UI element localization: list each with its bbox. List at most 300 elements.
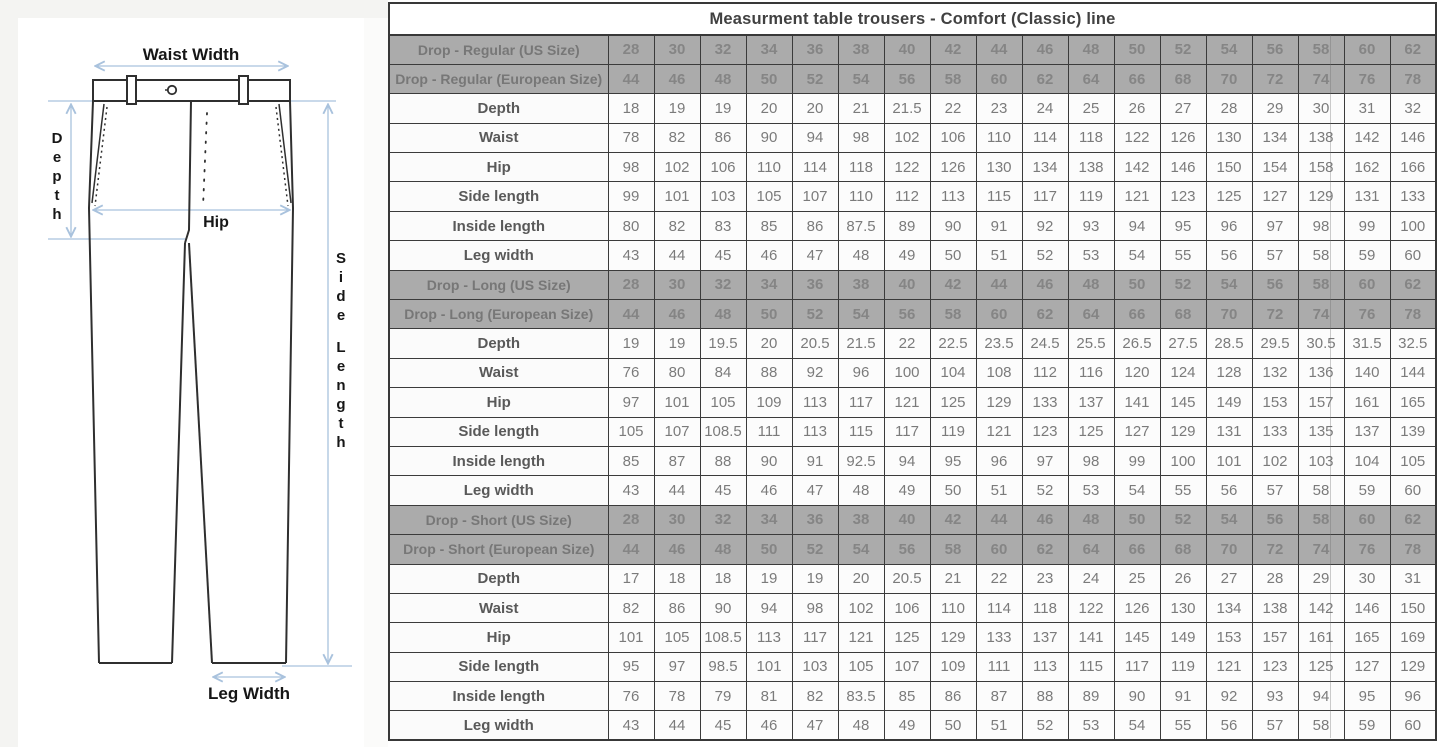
measure-cell: 18 [700,564,746,593]
measure-cell: 140 [1344,358,1390,387]
measure-row-label: Depth [389,564,608,593]
size-cell: 56 [1252,35,1298,64]
measure-cell: 45 [700,711,746,740]
size-cell: 64 [1068,300,1114,329]
measure-cell: 18 [608,94,654,123]
measure-cell: 149 [1160,623,1206,652]
size-cell: 54 [1206,35,1252,64]
measure-cell: 82 [608,593,654,622]
measure-cell: 158 [1298,153,1344,182]
measure-cell: 119 [930,417,976,446]
belt-loop-left-icon [127,76,136,104]
measure-cell: 121 [1114,182,1160,211]
size-cell: 36 [792,35,838,64]
measure-cell: 59 [1344,241,1390,270]
size-cell: 28 [608,505,654,534]
measure-cell: 80 [654,358,700,387]
measure-cell: 153 [1252,388,1298,417]
size-cell: 46 [654,64,700,93]
measure-cell: 117 [1022,182,1068,211]
measure-cell: 127 [1344,652,1390,681]
measure-cell: 123 [1252,652,1298,681]
measure-cell: 60 [1390,476,1436,505]
size-cell: 52 [1160,505,1206,534]
size-cell: 62 [1390,505,1436,534]
measure-cell: 97 [1022,446,1068,475]
table-title-row [389,3,1436,35]
size-cell: 60 [1344,505,1390,534]
measure-cell: 105 [746,182,792,211]
measure-cell: 125 [1206,182,1252,211]
measure-cell: 90 [746,446,792,475]
size-cell: 38 [838,505,884,534]
measure-cell: 88 [1022,682,1068,711]
measure-row-label: Side length [389,182,608,211]
measure-cell: 97 [608,388,654,417]
measure-cell: 97 [1252,211,1298,240]
measure-cell: 76 [608,682,654,711]
measure-cell: 103 [792,652,838,681]
size-cell: 54 [1206,270,1252,299]
measure-cell: 23.5 [976,329,1022,358]
measure-cell: 96 [976,446,1022,475]
size-cell: 52 [1160,270,1206,299]
measure-cell: 81 [746,682,792,711]
measure-cell: 107 [654,417,700,446]
measure-cell: 20.5 [792,329,838,358]
measure-cell: 93 [1252,682,1298,711]
measure-cell: 58 [1298,241,1344,270]
size-cell: 66 [1114,535,1160,564]
size-cell: 42 [930,270,976,299]
measure-cell: 90 [1114,682,1160,711]
measure-cell: 102 [1252,446,1298,475]
measure-cell: 20 [746,329,792,358]
size-cell: 30 [654,270,700,299]
measure-cell: 137 [1068,388,1114,417]
size-cell: 62 [1390,270,1436,299]
table-row [389,94,1436,123]
measure-row-label: Waist [389,358,608,387]
measure-cell: 113 [792,417,838,446]
size-cell: 52 [792,535,838,564]
measure-cell: 48 [838,476,884,505]
measure-cell: 85 [608,446,654,475]
measure-cell: 101 [654,388,700,417]
size-cell: 44 [976,270,1022,299]
measure-cell: 99 [608,182,654,211]
table-row [389,476,1436,505]
measure-cell: 104 [1344,446,1390,475]
measure-cell: 86 [792,211,838,240]
measure-cell: 145 [1160,388,1206,417]
measure-cell: 82 [654,211,700,240]
measure-row-label: Hip [389,153,608,182]
table-row [389,711,1436,740]
measure-row-label: Waist [389,123,608,152]
measure-cell: 102 [838,593,884,622]
size-cell: 76 [1344,64,1390,93]
size-cell: 58 [1298,270,1344,299]
measure-cell: 106 [930,123,976,152]
side-length-label: S i d e L e n g t h [335,250,347,451]
measure-cell: 58 [1298,711,1344,740]
measure-cell: 50 [930,711,976,740]
measure-cell: 52 [1022,711,1068,740]
measure-cell: 53 [1068,476,1114,505]
measure-cell: 122 [1114,123,1160,152]
measure-cell: 51 [976,476,1022,505]
measure-cell: 26.5 [1114,329,1160,358]
size-cell: 54 [838,64,884,93]
measure-cell: 31 [1344,94,1390,123]
measure-cell: 51 [976,711,1022,740]
measure-cell: 125 [1298,652,1344,681]
size-cell: 58 [1298,35,1344,64]
table-row [389,417,1436,446]
measure-cell: 43 [608,476,654,505]
measure-cell: 137 [1022,623,1068,652]
measure-cell: 44 [654,711,700,740]
table-row [389,123,1436,152]
measure-cell: 102 [654,153,700,182]
measure-cell: 126 [1160,123,1206,152]
size-cell: 60 [1344,270,1390,299]
measure-cell: 101 [608,623,654,652]
measure-cell: 128 [1206,358,1252,387]
measure-cell: 138 [1298,123,1344,152]
size-cell: 32 [700,270,746,299]
measure-cell: 134 [1252,123,1298,152]
size-cell: 62 [1022,535,1068,564]
size-cell: 58 [930,64,976,93]
measure-cell: 57 [1252,476,1298,505]
measure-cell: 119 [1068,182,1114,211]
trousers-diagram [0,0,388,747]
measure-cell: 46 [746,241,792,270]
measure-cell: 120 [1114,358,1160,387]
measure-cell: 131 [1344,182,1390,211]
measure-cell: 146 [1390,123,1436,152]
table-row [389,64,1436,93]
size-cell: 48 [1068,270,1114,299]
measure-cell: 121 [884,388,930,417]
measure-cell: 32 [1390,94,1436,123]
size-cell: 62 [1022,300,1068,329]
size-cell: 48 [1068,35,1114,64]
measure-cell: 150 [1390,593,1436,622]
size-cell: 60 [976,535,1022,564]
measure-cell: 21 [930,564,976,593]
size-cell: 36 [792,505,838,534]
size-cell: 54 [1206,505,1252,534]
measure-cell: 98 [1068,446,1114,475]
size-cell: 48 [700,300,746,329]
size-cell: 58 [930,535,976,564]
measure-cell: 80 [608,211,654,240]
measure-cell: 85 [746,211,792,240]
measure-cell: 54 [1114,241,1160,270]
measure-cell: 52 [1022,241,1068,270]
size-cell: 32 [700,35,746,64]
measure-cell: 145 [1114,623,1160,652]
size-cell: 70 [1206,535,1252,564]
measure-cell: 139 [1390,417,1436,446]
measure-cell: 103 [700,182,746,211]
pocket-right-icon [276,104,291,206]
measure-cell: 129 [930,623,976,652]
table-row [389,182,1436,211]
measure-cell: 110 [976,123,1022,152]
measure-cell: 154 [1252,153,1298,182]
measure-cell: 84 [700,358,746,387]
size-cell: 40 [884,270,930,299]
measure-cell: 133 [976,623,1022,652]
size-cell: 68 [1160,535,1206,564]
measure-cell: 57 [1252,711,1298,740]
measure-cell: 96 [1390,682,1436,711]
measure-cell: 25 [1114,564,1160,593]
size-cell: 76 [1344,300,1390,329]
measure-cell: 165 [1344,623,1390,652]
table-row [389,329,1436,358]
size-cell: 40 [884,505,930,534]
measure-cell: 130 [1206,123,1252,152]
size-cell: 50 [1114,505,1160,534]
measure-cell: 123 [1022,417,1068,446]
measure-cell: 93 [1068,211,1114,240]
measure-cell: 113 [746,623,792,652]
size-cell: 46 [1022,35,1068,64]
size-cell: 64 [1068,64,1114,93]
size-cell: 46 [1022,270,1068,299]
measure-cell: 19 [792,564,838,593]
measure-cell: 108.5 [700,417,746,446]
measure-cell: 19 [654,329,700,358]
measure-cell: 166 [1390,153,1436,182]
measure-cell: 129 [976,388,1022,417]
size-cell: 30 [654,505,700,534]
measure-cell: 78 [654,682,700,711]
size-cell: 56 [884,64,930,93]
measure-cell: 95 [1160,211,1206,240]
measure-cell: 28.5 [1206,329,1252,358]
measure-cell: 27.5 [1160,329,1206,358]
measure-cell: 86 [700,123,746,152]
size-cell: 50 [746,535,792,564]
measure-cell: 29.5 [1252,329,1298,358]
measure-cell: 115 [838,417,884,446]
measure-cell: 90 [930,211,976,240]
size-cell: 56 [884,300,930,329]
measure-cell: 32.5 [1390,329,1436,358]
size-row-label: Drop - Regular (US Size) [389,35,608,64]
size-cell: 44 [608,535,654,564]
size-cell: 72 [1252,535,1298,564]
table-row [389,358,1436,387]
measure-cell: 149 [1206,388,1252,417]
measure-cell: 83.5 [838,682,884,711]
measure-cell: 102 [884,123,930,152]
size-cell: 54 [838,300,884,329]
measure-cell: 142 [1114,153,1160,182]
measure-cell: 106 [884,593,930,622]
measure-cell: 58 [1298,476,1344,505]
size-cell: 44 [608,64,654,93]
measure-cell: 165 [1390,388,1436,417]
measure-cell: 94 [884,446,930,475]
table-row [389,623,1436,652]
size-cell: 60 [1344,35,1390,64]
size-cell: 44 [976,505,1022,534]
size-cell: 48 [1068,505,1114,534]
measure-cell: 98.5 [700,652,746,681]
measure-cell: 153 [1206,623,1252,652]
size-cell: 68 [1160,64,1206,93]
measure-cell: 47 [792,476,838,505]
measure-cell: 100 [1160,446,1206,475]
measure-cell: 49 [884,241,930,270]
measure-row-label: Depth [389,329,608,358]
measure-cell: 94 [1298,682,1344,711]
measure-cell: 91 [1160,682,1206,711]
measure-cell: 24 [1068,564,1114,593]
measure-cell: 108.5 [700,623,746,652]
measure-cell: 121 [838,623,884,652]
table-row [389,35,1436,64]
size-cell: 58 [930,300,976,329]
measure-cell: 82 [654,123,700,152]
measure-cell: 83 [700,211,746,240]
table-row [389,153,1436,182]
measure-cell: 107 [884,652,930,681]
measure-cell: 122 [884,153,930,182]
measure-cell: 115 [976,182,1022,211]
measure-cell: 87.5 [838,211,884,240]
measure-cell: 116 [1068,358,1114,387]
size-cell: 78 [1390,535,1436,564]
measure-cell: 48 [838,241,884,270]
size-cell: 34 [746,505,792,534]
size-cell: 74 [1298,535,1344,564]
measure-cell: 87 [976,682,1022,711]
measure-cell: 126 [930,153,976,182]
measure-cell: 161 [1298,623,1344,652]
measure-row-label: Leg width [389,711,608,740]
size-cell: 46 [1022,505,1068,534]
depth-label: D e p t h [51,130,63,223]
measure-cell: 46 [746,711,792,740]
measure-cell: 118 [1068,123,1114,152]
size-cell: 60 [976,300,1022,329]
measure-cell: 110 [746,153,792,182]
measure-cell: 134 [1022,153,1068,182]
measure-cell: 162 [1344,153,1390,182]
measure-cell: 31.5 [1344,329,1390,358]
measure-cell: 109 [746,388,792,417]
measure-cell: 50 [930,476,976,505]
size-cell: 50 [1114,35,1160,64]
measure-cell: 56 [1206,711,1252,740]
size-row-label: Drop - Long (US Size) [389,270,608,299]
table-row [389,300,1436,329]
measure-cell: 21.5 [838,329,884,358]
measure-cell: 25.5 [1068,329,1114,358]
size-cell: 56 [1252,270,1298,299]
measure-cell: 24.5 [1022,329,1068,358]
size-cell: 46 [654,535,700,564]
measure-cell: 127 [1252,182,1298,211]
measure-cell: 20 [838,564,884,593]
measure-cell: 30 [1344,564,1390,593]
measure-cell: 104 [930,358,976,387]
measure-cell: 98 [792,593,838,622]
measure-cell: 59 [1344,711,1390,740]
size-cell: 56 [884,535,930,564]
size-row-label: Drop - Short (European Size) [389,535,608,564]
size-cell: 58 [1298,505,1344,534]
measure-cell: 43 [608,241,654,270]
measure-cell: 95 [930,446,976,475]
measure-cell: 107 [792,182,838,211]
measure-cell: 29 [1252,94,1298,123]
measure-cell: 19 [654,94,700,123]
measure-cell: 125 [884,623,930,652]
measure-cell: 56 [1206,241,1252,270]
measure-cell: 91 [792,446,838,475]
measure-cell: 126 [1114,593,1160,622]
measure-cell: 146 [1160,153,1206,182]
measure-cell: 20 [746,94,792,123]
measure-cell: 76 [608,358,654,387]
measure-cell: 50 [930,241,976,270]
measure-cell: 157 [1298,388,1344,417]
measure-cell: 136 [1298,358,1344,387]
measure-row-label: Inside length [389,446,608,475]
measure-cell: 117 [1114,652,1160,681]
measure-cell: 117 [792,623,838,652]
measure-cell: 48 [838,711,884,740]
measure-row-label: Inside length [389,682,608,711]
measure-cell: 114 [976,593,1022,622]
measure-cell: 57 [1252,241,1298,270]
measure-cell: 53 [1068,241,1114,270]
measure-cell: 131 [1206,417,1252,446]
measure-cell: 141 [1114,388,1160,417]
measure-cell: 106 [700,153,746,182]
size-cell: 72 [1252,300,1298,329]
measure-cell: 100 [1390,211,1436,240]
measure-cell: 43 [608,711,654,740]
measure-cell: 30 [1298,94,1344,123]
size-cell: 28 [608,270,654,299]
pocket-dotted-line [203,113,207,207]
measure-cell: 105 [654,623,700,652]
measure-row-label: Hip [389,388,608,417]
measure-cell: 141 [1068,623,1114,652]
size-cell: 60 [976,64,1022,93]
measure-cell: 92 [1206,682,1252,711]
measure-cell: 98 [838,123,884,152]
measure-cell: 119 [1160,652,1206,681]
measure-cell: 129 [1298,182,1344,211]
measure-cell: 95 [1344,682,1390,711]
measure-cell: 28 [1206,94,1252,123]
size-cell: 34 [746,35,792,64]
table-row [389,446,1436,475]
measure-cell: 113 [930,182,976,211]
measure-row-label: Leg width [389,476,608,505]
